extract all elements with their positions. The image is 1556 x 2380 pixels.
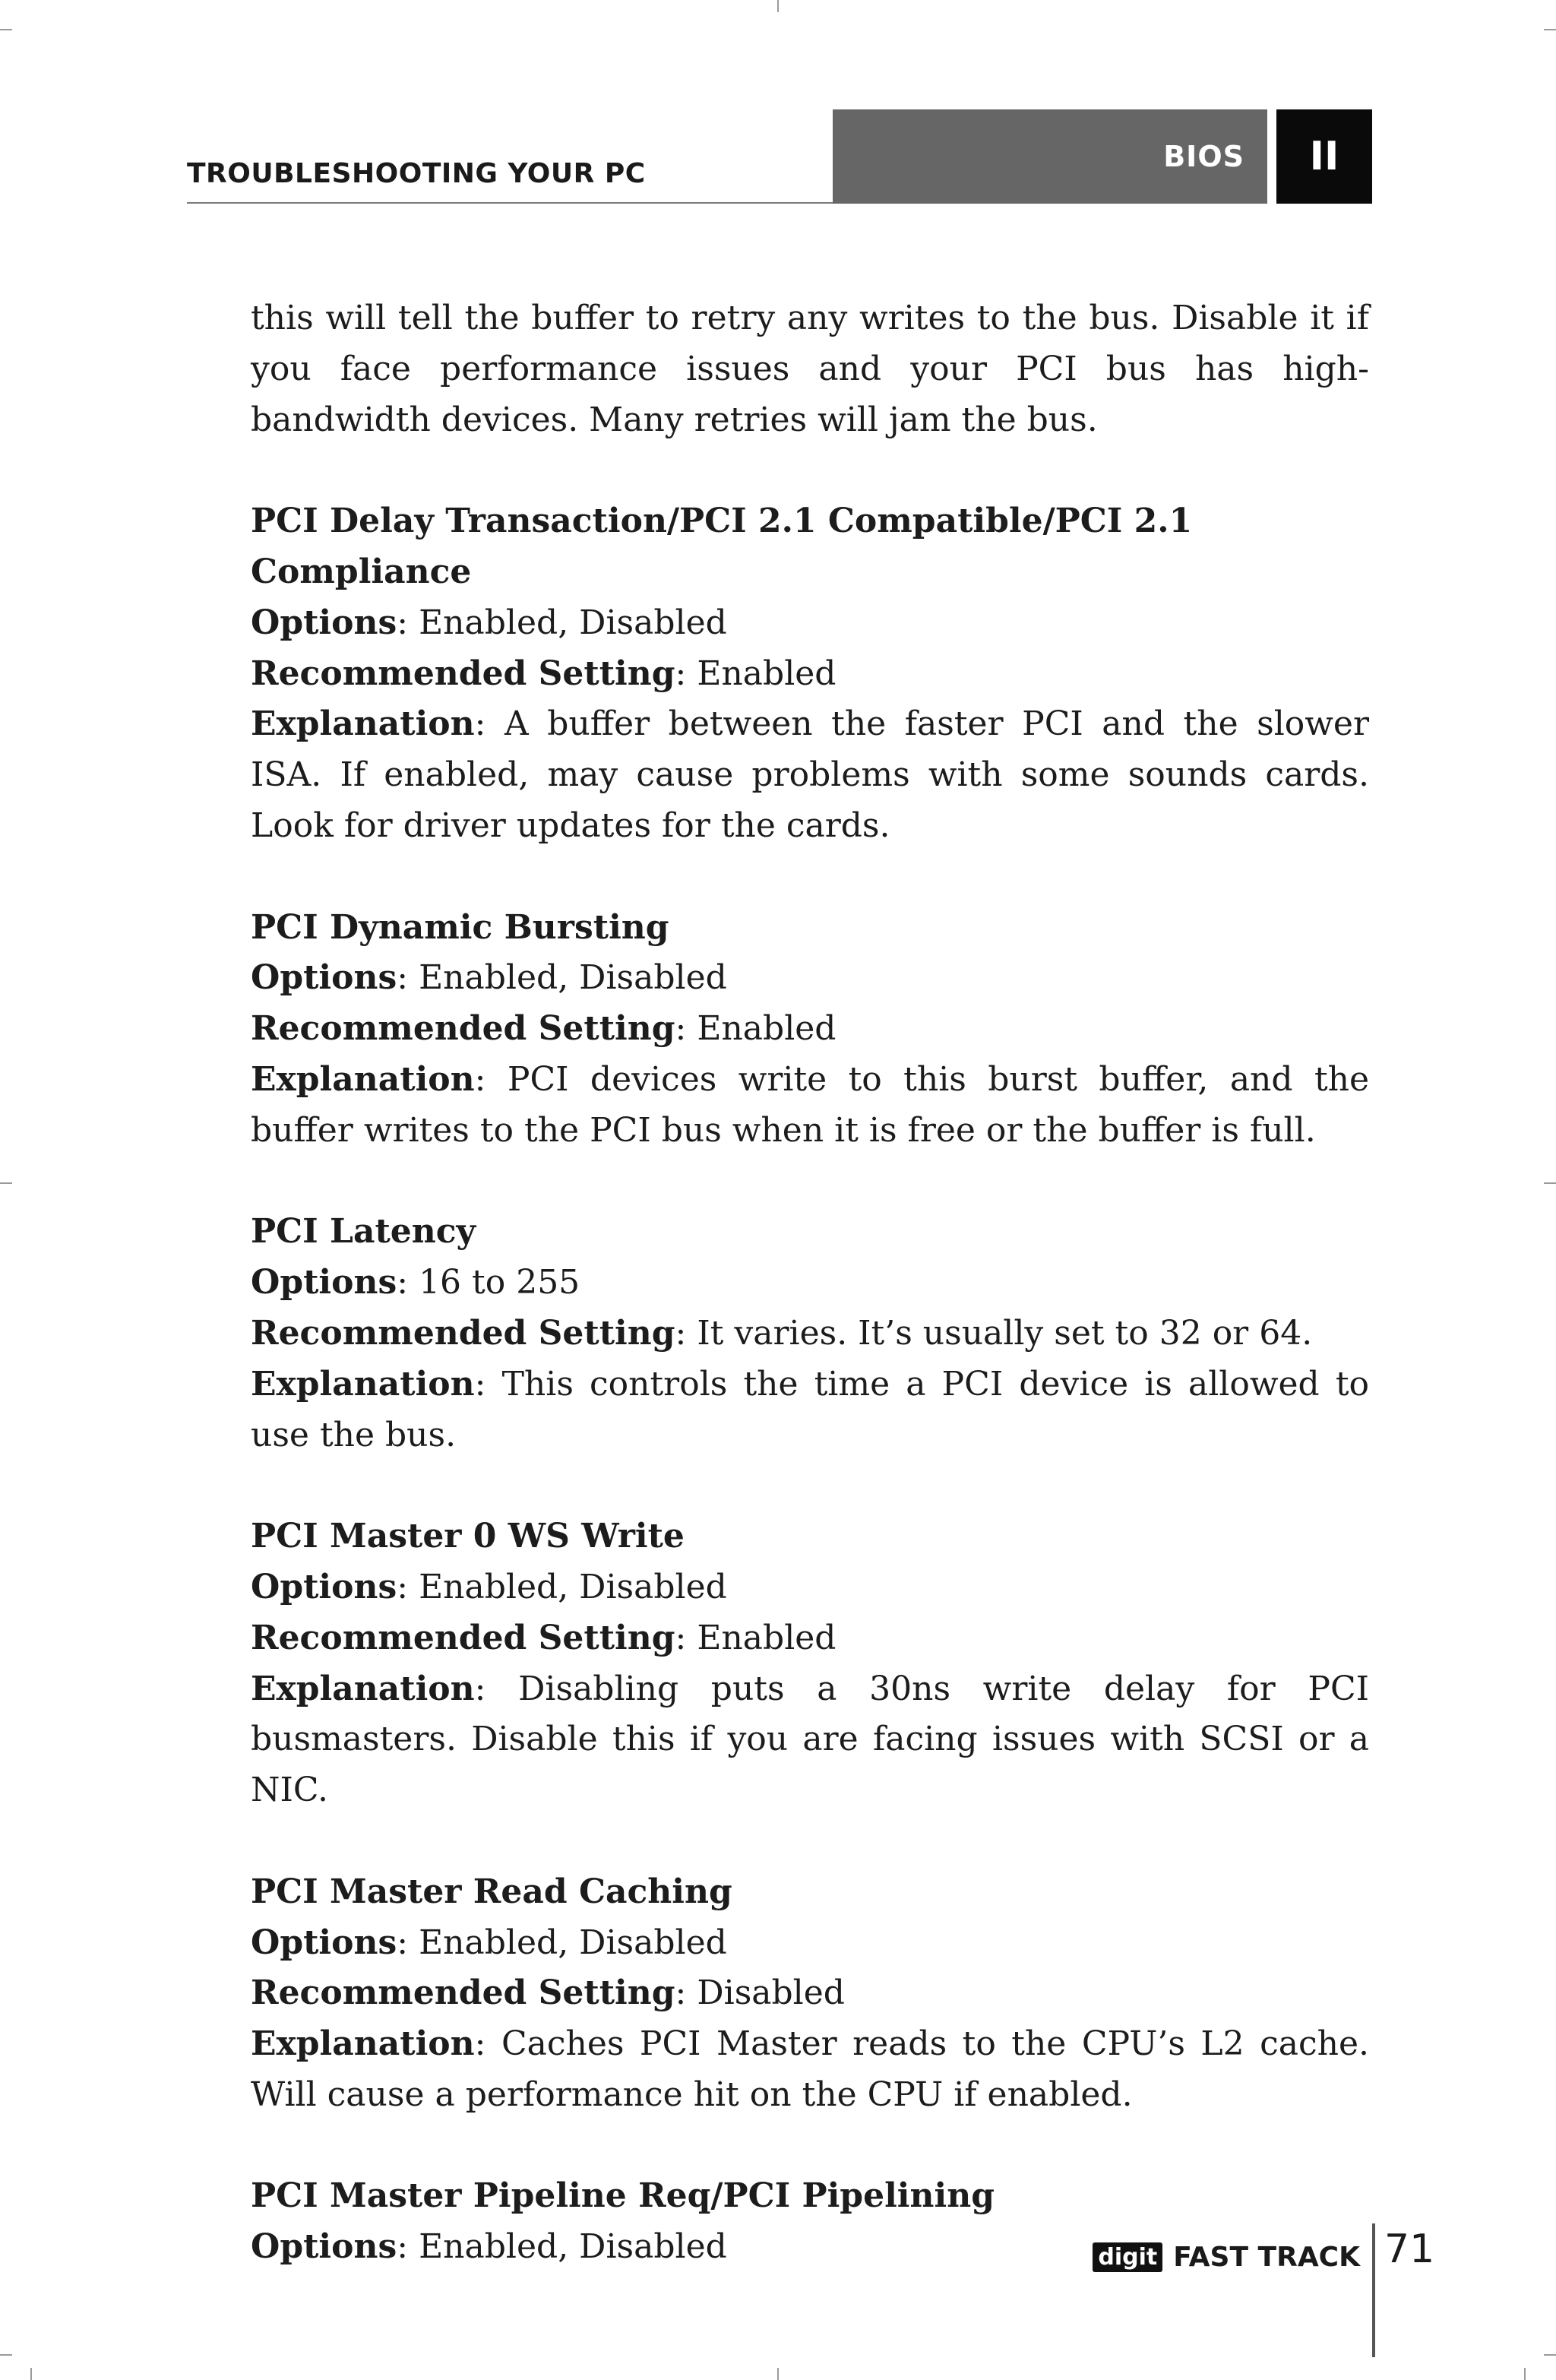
explanation-label: Explanation [251, 704, 475, 744]
entry-recommended: Recommended Setting: Disabled [251, 1973, 845, 2013]
entry-title: PCI Master Read Caching [251, 1872, 732, 1911]
explanation-text: This controls the time a PCI device is allowed to use the bus. [251, 1364, 1369, 1454]
entry-recommended: Recommended Setting: Enabled [251, 1009, 837, 1049]
entry-pci-dynamic-bursting [251, 903, 1369, 1157]
page-content [251, 293, 1369, 2273]
options-label: Options [251, 1263, 397, 1302]
recommended-value: Enabled [697, 1009, 837, 1049]
crop-mark [1544, 1182, 1556, 1184]
section-number: II [1309, 134, 1339, 179]
entry-title: PCI Delay Transaction/PCI 2.1 Compatible/PCI 2.1 Compliance [251, 502, 1193, 591]
explanation-label: Explanation [251, 1364, 475, 1404]
options-value: Enabled, Disabled [419, 1567, 727, 1606]
entry-title: PCI Master Pipeline Req/PCI Pipelining [251, 2176, 995, 2216]
page-footer [1064, 2227, 1360, 2287]
recommended-value: Disabled [697, 1973, 845, 2013]
crop-mark [1544, 2354, 1556, 2356]
crop-mark [1524, 2368, 1526, 2380]
recommended-label: Recommended Setting [251, 1618, 675, 1657]
entry-explanation: Explanation: Disabling puts a 30ns write delay for PCI busmasters. Disable this if you are facing issues with SCSI or a NIC. [251, 1669, 1369, 1810]
entry-options: Options: 16 to 255 [251, 1263, 580, 1302]
explanation-text: Caches PCI Master reads to the CPU’s L2 cache. Will cause a performance hit on the CPU if enabled. [251, 2024, 1369, 2114]
recommended-value: It varies. It’s usually set to 32 or 64. [697, 1313, 1313, 1353]
crop-mark [777, 0, 779, 12]
digit-logo: digit [1093, 2242, 1162, 2272]
crop-mark [0, 1182, 12, 1184]
options-label: Options [251, 2227, 397, 2267]
crop-mark [30, 2368, 32, 2380]
recommended-label: Recommended Setting [251, 654, 675, 693]
section-tab [833, 109, 1267, 204]
options-label: Options [251, 958, 397, 998]
entry-recommended: Recommended Setting: It varies. It’s usually set to 32 or 64. [251, 1313, 1313, 1353]
entry-options: Options: Enabled, Disabled [251, 2227, 727, 2267]
entry-pci-delay-transaction [251, 496, 1369, 852]
recommended-value: Enabled [697, 1618, 837, 1657]
entry-recommended: Recommended Setting: Enabled [251, 654, 837, 693]
options-value: Enabled, Disabled [419, 603, 727, 642]
entry-options: Options: Enabled, Disabled [251, 1923, 727, 1962]
options-value: Enabled, Disabled [419, 1923, 727, 1962]
footer-label: FAST TRACK [1173, 2241, 1360, 2273]
section-number-box [1276, 109, 1372, 204]
entry-options: Options: Enabled, Disabled [251, 958, 727, 998]
footer-rule [1372, 2223, 1375, 2357]
running-head: TROUBLESHOOTING YOUR PC [187, 158, 646, 189]
entry-title: PCI Latency [251, 1212, 476, 1252]
options-label: Options [251, 1567, 397, 1606]
explanation-text: A buffer between the faster PCI and the slower ISA. If enabled, may cause problems with some sounds cards. Look for driver updates for the cards. [251, 704, 1370, 845]
recommended-label: Recommended Setting [251, 1009, 675, 1049]
entry-pci-master-0-ws-write [251, 1511, 1369, 1816]
entry-options: Options: Enabled, Disabled [251, 1567, 727, 1606]
explanation-label: Explanation [251, 1669, 475, 1708]
entry-pci-master-read-caching [251, 1867, 1369, 2121]
entry-title: PCI Master 0 WS Write [251, 1517, 685, 1556]
entry-title: PCI Dynamic Bursting [251, 907, 669, 947]
entry-explanation: Explanation: A buffer between the faster PCI and the slower ISA. If enabled, may cause problems with some sounds cards. Look for driver updates for the cards. [251, 704, 1370, 845]
entry-recommended: Recommended Setting: Enabled [251, 1618, 837, 1657]
options-label: Options [251, 1923, 397, 1962]
entry-explanation: Explanation: Caches PCI Master reads to the CPU’s L2 cache. Will cause a performance hit on the CPU if enabled. [251, 2024, 1369, 2114]
options-value: Enabled, Disabled [419, 2227, 727, 2267]
options-label: Options [251, 603, 397, 642]
explanation-text: PCI devices write to this burst buffer, and the buffer writes to the PCI bus when it is free or the buffer is full. [251, 1059, 1370, 1150]
intro-paragraph: this will tell the buffer to retry any writes to the bus. Disable it if you face performance issues and your PCI bus has high-bandwidth devices. Many retries will jam the bus. [251, 299, 1369, 439]
recommended-label: Recommended Setting [251, 1313, 675, 1353]
crop-mark [1544, 29, 1556, 30]
crop-mark [0, 2354, 12, 2356]
recommended-value: Enabled [697, 654, 837, 693]
explanation-text: Disabling puts a 30ns write delay for PCI busmasters. Disable this if you are facing issues with SCSI or a NIC. [251, 1669, 1369, 1810]
explanation-label: Explanation [251, 2024, 475, 2064]
explanation-label: Explanation [251, 1059, 475, 1099]
page-number: 71 [1384, 2227, 1435, 2272]
entry-pci-latency [251, 1207, 1369, 1461]
options-value: Enabled, Disabled [419, 958, 727, 998]
section-tab-label: BIOS [1163, 140, 1244, 173]
header-rule [187, 202, 833, 204]
recommended-label: Recommended Setting [251, 1973, 675, 2013]
crop-mark [0, 29, 12, 30]
crop-mark [777, 2368, 779, 2380]
entry-explanation: Explanation: PCI devices write to this burst buffer, and the buffer writes to the PCI bus when it is free or the buffer is full. [251, 1059, 1370, 1150]
entry-options: Options: Enabled, Disabled [251, 603, 727, 642]
options-value: 16 to 255 [419, 1263, 580, 1302]
entry-explanation: Explanation: This controls the time a PCI device is allowed to use the bus. [251, 1364, 1369, 1454]
